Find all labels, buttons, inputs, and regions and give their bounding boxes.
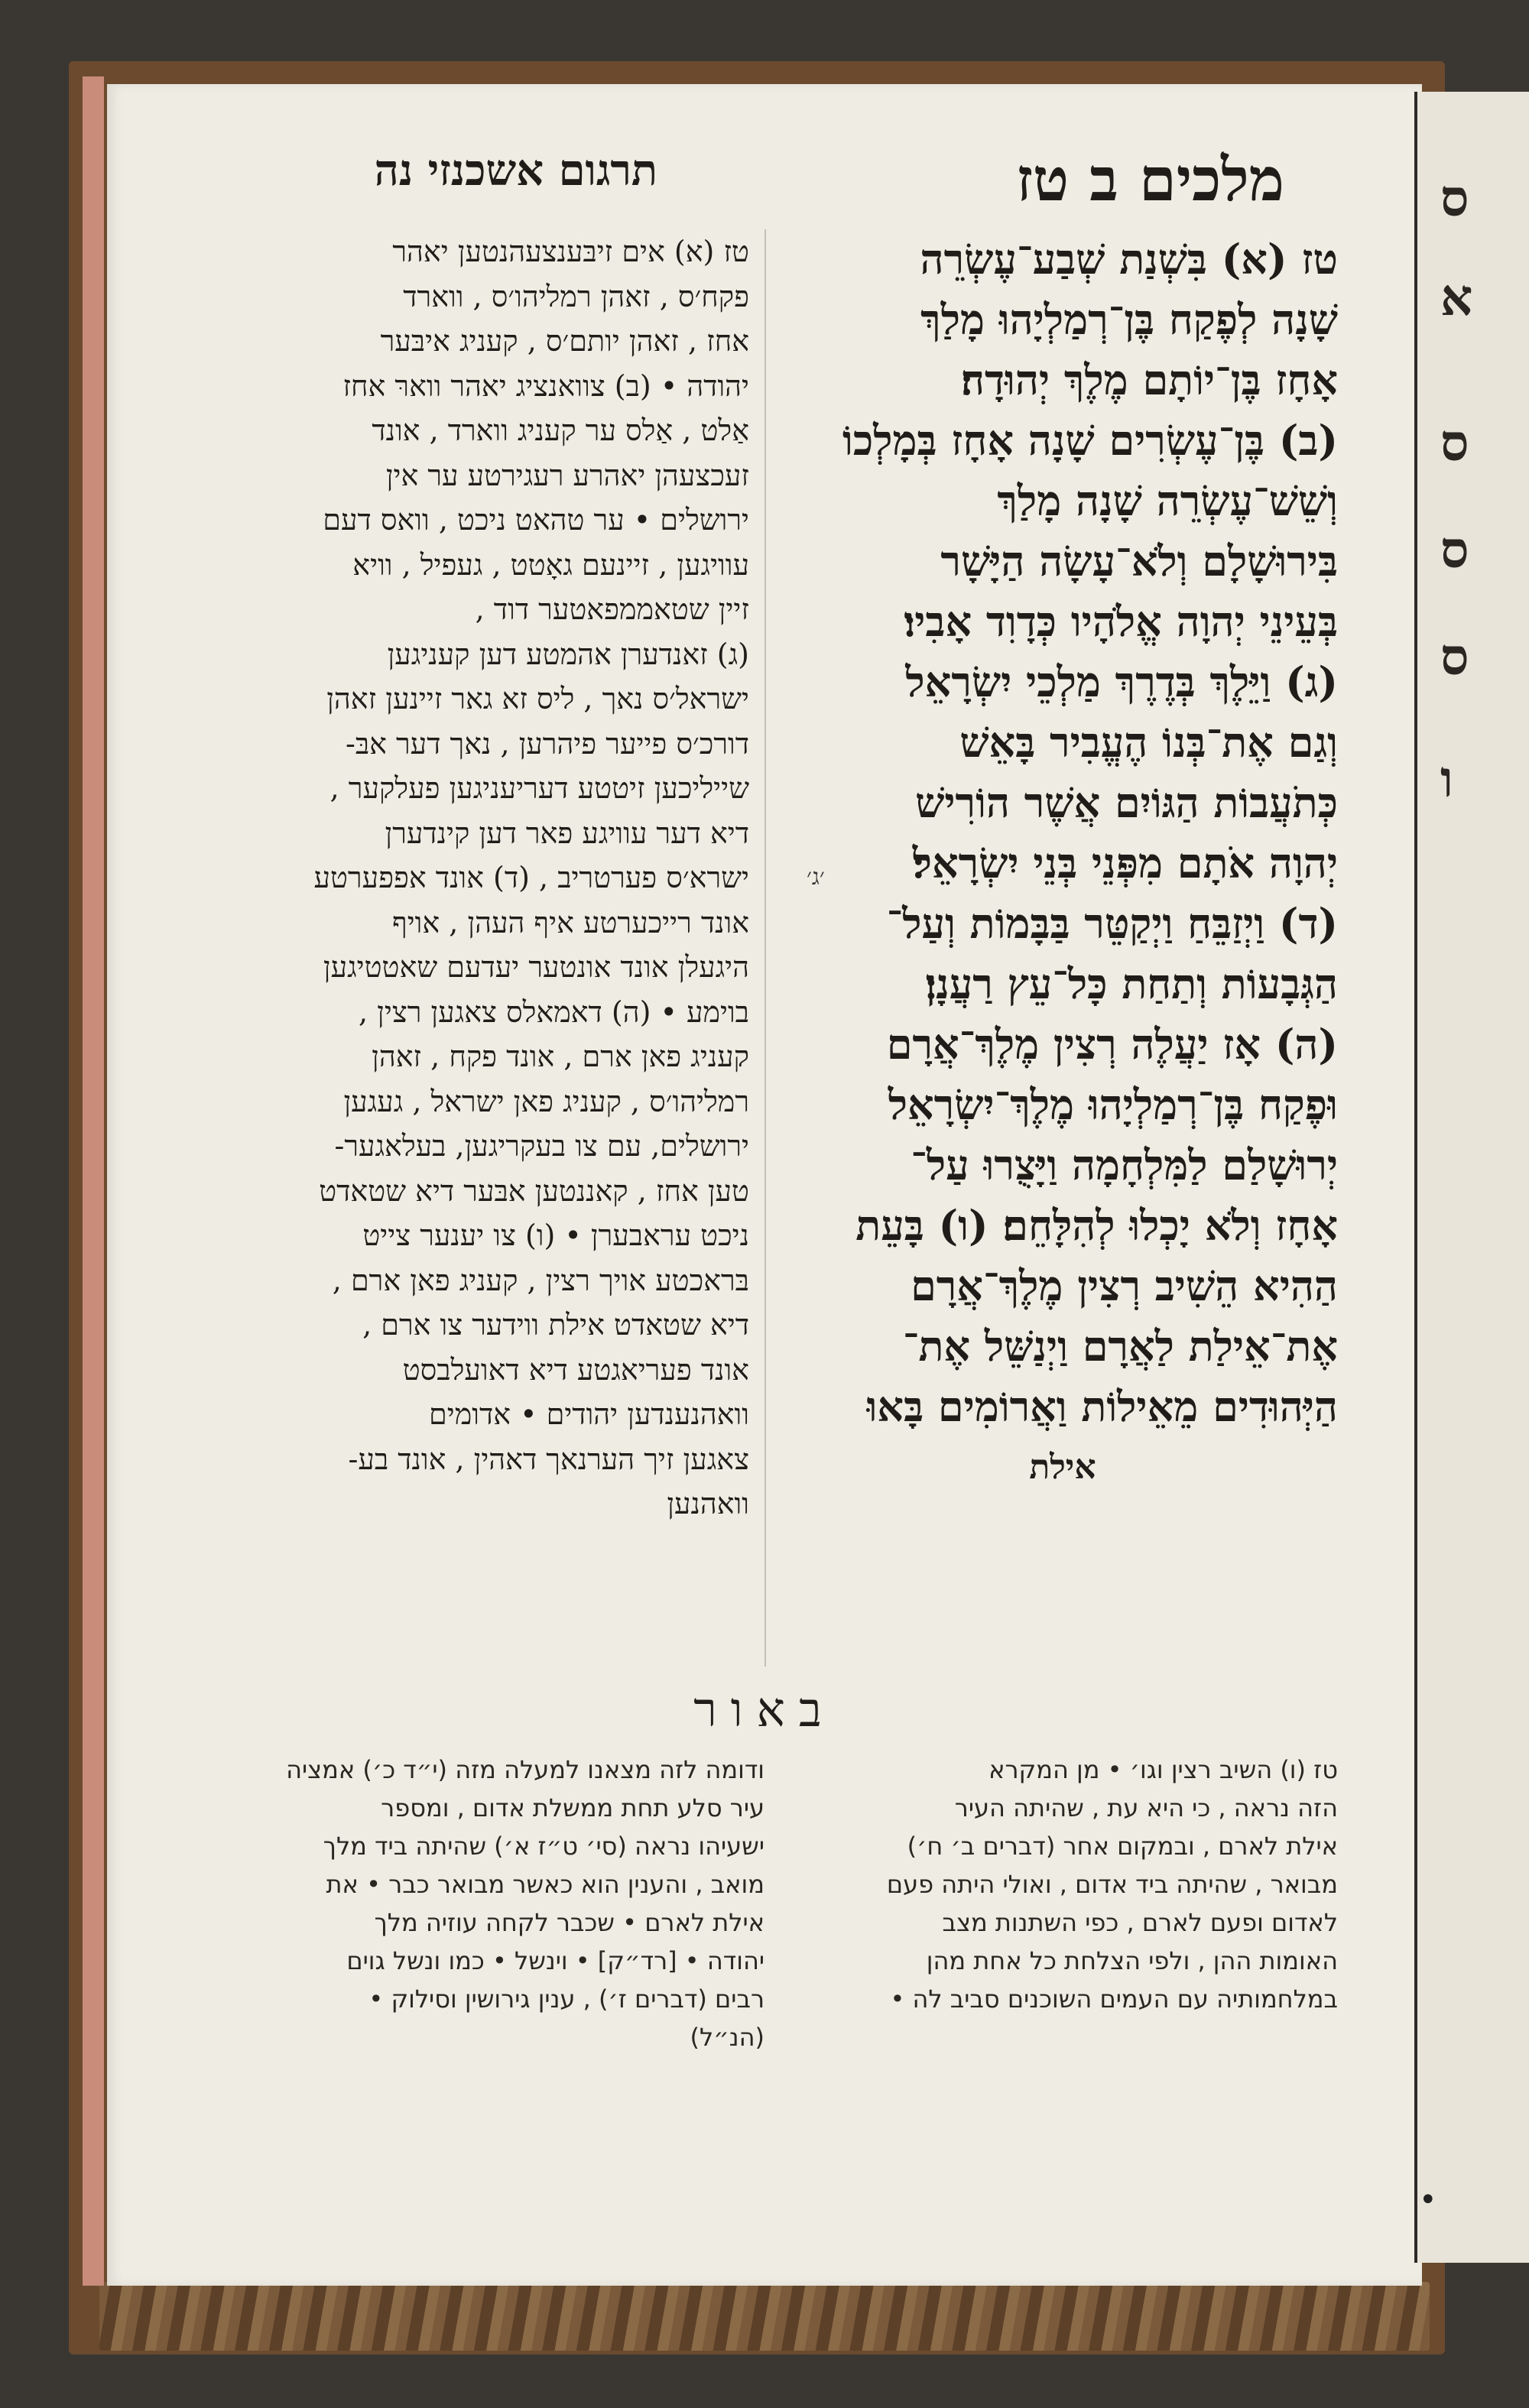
commentary-line: טז (ו) השיב רצין וגו׳ • מן המקרא — [988, 1755, 1338, 1784]
translation-line: היגעלן אונד אונטער יעדעם שאטטיגען — [323, 950, 749, 984]
commentary-line: ודומה לזה מצאנו למעלה מזה (י״ד כ׳) אמציה — [286, 1755, 764, 1784]
translation-line: עוויגען , זיינעם גאָטט , געפיל , וויא — [352, 547, 749, 582]
translation-line: ירושלים • ער טהאט ניכט , וואס דעם — [323, 503, 749, 537]
marbled-cover-edge — [99, 2282, 1430, 2351]
translation-line: וואהנען — [667, 1487, 749, 1520]
next-page-letter: ס — [1440, 168, 1469, 228]
scripture-line: בִּירוּשָׁלָם וְלֹא־עָשָׂה הַיָּשָׁר — [940, 537, 1338, 586]
translation-line: טז (א) אים זיבּענצעהנטען יאהר — [392, 235, 749, 268]
translation-line: זיין שטאממפאטער דוד , — [475, 592, 749, 626]
translation-line: ישראל׳ס נאך , ליס זא גאר זיינען זאהן — [326, 682, 749, 716]
commentary-line: האומות ההן , ולפי הצלחת כל אחת מהן — [926, 1946, 1338, 1975]
catchword: אילת — [1029, 1448, 1096, 1487]
commentary-heading: באור — [693, 1682, 836, 1738]
translation-line: רמליהו׳ס , קעניג פאן ישראל , געגען — [343, 1084, 749, 1118]
scripture-line: (ג) וַיֵּלֶךְ בְּדֶרֶךְ מַלְכֵי יִשְׂרָאֵל — [905, 657, 1338, 706]
translation-line: בוימע • (ה) דאמאלס צאגען רצין , — [359, 995, 749, 1029]
commentary-line: הזה נראה , כי היא עת , שהיתה העיר — [954, 1793, 1338, 1822]
scripture-line: אָחָז וְלֹא יָכְלוּ לְהִלָּחֵם׃ (ו) בָּעֵת — [855, 1201, 1338, 1250]
scripture-line: שָׁנָה לְפֶקַח בֶּן־רְמַלְיָהוּ מָלַךְ — [920, 295, 1338, 344]
next-page-letter: ס — [1440, 627, 1469, 686]
scripture-column — [787, 229, 1338, 1498]
scripture-line: אֶת־אֵילַת לַאֲרָם וַיְנַשֵּׁל אֶת־ — [902, 1322, 1338, 1371]
page-red-edge — [83, 76, 104, 2286]
commentary-line: אילת לארם • שכבר לקחה עוזיה מלך — [374, 1908, 764, 1937]
translation-line: זעכצעהן יאהרע רעגירטע ער אין — [385, 458, 749, 492]
translation-line: שייליכען זיטטע דעריעניגען פעלקער , — [329, 771, 749, 805]
translation-column — [183, 229, 749, 1527]
scripture-line: יְרוּשָׁלַם לַמִּלְחָמָה וַיָּצֻרוּ עַל־ — [911, 1141, 1338, 1189]
commentary-column-right — [787, 1751, 1338, 2018]
translation-line: טען אחז , קאננטען אבּער דיא שטאדט — [319, 1173, 749, 1208]
translation-line: אונד פעריאגטע דיא דאועלבסט — [402, 1352, 749, 1387]
translation-line: אַלט , אַלס ער קעניג ווארד , אונד — [372, 414, 749, 447]
next-page-letter: ס — [1440, 520, 1469, 579]
scripture-line: יְהוָה אֹתָם מִפְּנֵי בְּנֵי יִשְׂרָאֵל׃ — [912, 839, 1338, 888]
translation-line: אחז , זאהן יותם׳ס , קעניג איבּער — [380, 324, 749, 358]
scripture-line: (ב) בֶּן־עֶשְׂרִים שָׁנָה אָחָז בְּמָלְכוֹ — [842, 416, 1338, 465]
commentary-column-left — [183, 1751, 764, 2056]
translation-line: ירושלים, עם צו בעקריגען, בעלאגער- — [334, 1129, 749, 1163]
next-page-letter: ס — [1440, 413, 1469, 472]
commentary-line: רבים (דברים ז׳) , ענין גירושין וסילוק • — [368, 1984, 764, 2014]
translation-line: (ג) זאנדערן אהמטע דען קעניגען — [387, 637, 749, 671]
margin-note: ׳ג׳ — [807, 864, 825, 891]
translation-line: דיא דער עוויגע פאר דען קינדערן — [385, 816, 749, 850]
translation-line: פקח׳ס , זאהן רמליהו׳ס , ווארד — [403, 279, 749, 313]
commentary-line: (הנ״ל) — [690, 2023, 764, 2052]
page-mark: • — [1419, 2182, 1437, 2218]
page-title-translation: תרגום אשכנזי נה — [374, 145, 657, 196]
translation-line: ניכט ערא‍בערן • (ו) צו יענער צייט — [362, 1219, 749, 1252]
page-title-book: מלכים ב טז — [1016, 145, 1284, 215]
commentary-line: ישעיהו נראה (סי׳ ט״ז א׳) שהיתה ביד מלך — [323, 1832, 764, 1861]
scripture-line: וְשֵׁשׁ־עֶשְׂרֵה שָׁנָה מָלַךְ — [997, 476, 1338, 525]
commentary-line: מואב , והענין הוא כאשר מבואר כבר • את — [326, 1870, 764, 1899]
translation-line: יהודה • (ב) צוואנציג יאהר ווארּ אחז — [342, 368, 749, 403]
commentary-line: אילת לארם , ובמקום אחר (דברים ב׳ ח׳) — [907, 1832, 1338, 1861]
scripture-line: (ד) וַיְזַבֵּחַ וַיְקַטֵּר בַּבָּמוֹת וְעַל־ — [886, 899, 1338, 948]
commentary-line: במלחמותיה עם העמים השוכנים סביב לה • — [890, 1984, 1338, 2014]
next-page-fragment — [1414, 92, 1529, 2263]
commentary-line: מבואר , שהיתה ביד אדום , ואולי היתה פעם — [886, 1870, 1338, 1899]
next-page-letter: ו — [1440, 749, 1453, 809]
commentary-line: יהודה • [רד״ק] • וינשל • כמו ונשל גוים — [346, 1946, 764, 1975]
next-page-letter: א — [1440, 268, 1473, 327]
scripture-line: וְגַם אֶת־בְּנוֹ הֶעֱבִיר בָּאֵשׁ — [959, 718, 1338, 767]
scripture-line: הַהִיא הֵשִׁיב רְצִין מֶלֶךְ־אֲרָם — [911, 1261, 1338, 1310]
scripture-line: הַיְּהוּדִים מֵאֵילוֹת וַאֲרוֹמִים בָּאוּ — [866, 1382, 1338, 1431]
translation-line: בּראכטע אויך רצין , קעניג פאן ארם , — [332, 1263, 749, 1297]
translation-line: צאגען זיך הערנאך דאהין , אונד בע- — [348, 1442, 749, 1476]
scripture-line: הַגְּבָעוֹת וְתַחַת כָּל־עֵץ רַעֲנָן׃ — [925, 959, 1338, 1008]
translation-line: קעניג פאן ארם , אונד פקח , זאהן — [372, 1040, 749, 1073]
translation-line: דיא שטאדט אילת ווידער צו ארם , — [362, 1308, 749, 1342]
column-divider — [764, 229, 766, 1666]
commentary-line: עיר סלע תחת ממשלת אדום , ומספר — [381, 1793, 764, 1822]
translation-line: וואהנענדען יהודים • אדומים — [429, 1397, 749, 1431]
translation-line: דורכ׳ס פייער פיהרען , נאך דער אבּ- — [345, 726, 749, 761]
scripture-line: בְּעֵינֵי יְהוָה אֱלֹהָיו כְּדָוִד אָבִיו׃ — [904, 597, 1338, 646]
scripture-line: (ה) אָז יַעֲלֶה רְצִין מֶלֶךְ־אֲרָם — [886, 1020, 1338, 1069]
translation-line: ישרא׳ס פערטריב , (ד) אונד אפפערטע — [313, 861, 749, 894]
commentary-line: לאדום ופעם לארם , כפי השתנות מצב — [942, 1908, 1338, 1937]
translation-line: אונד רייכערטע איף העהן , אויף — [392, 905, 749, 940]
scripture-line: כְּתֹעֲבוֹת הַגּוֹיִם אֲשֶׁר הוֹרִישׁ — [915, 778, 1338, 827]
scripture-line: אָחָז בֶּן־יוֹתָם מֶלֶךְ יְהוּדָה׃ — [960, 355, 1338, 404]
scripture-line: וּפֶקַח בֶּן־רְמַלְיָהוּ מֶלֶךְ־יִשְׂרָאֵל — [888, 1080, 1338, 1129]
scripture-line: טז (א) בִּשְׁנַת שְׁבַע־עֶשְׂרֵה — [920, 235, 1338, 284]
